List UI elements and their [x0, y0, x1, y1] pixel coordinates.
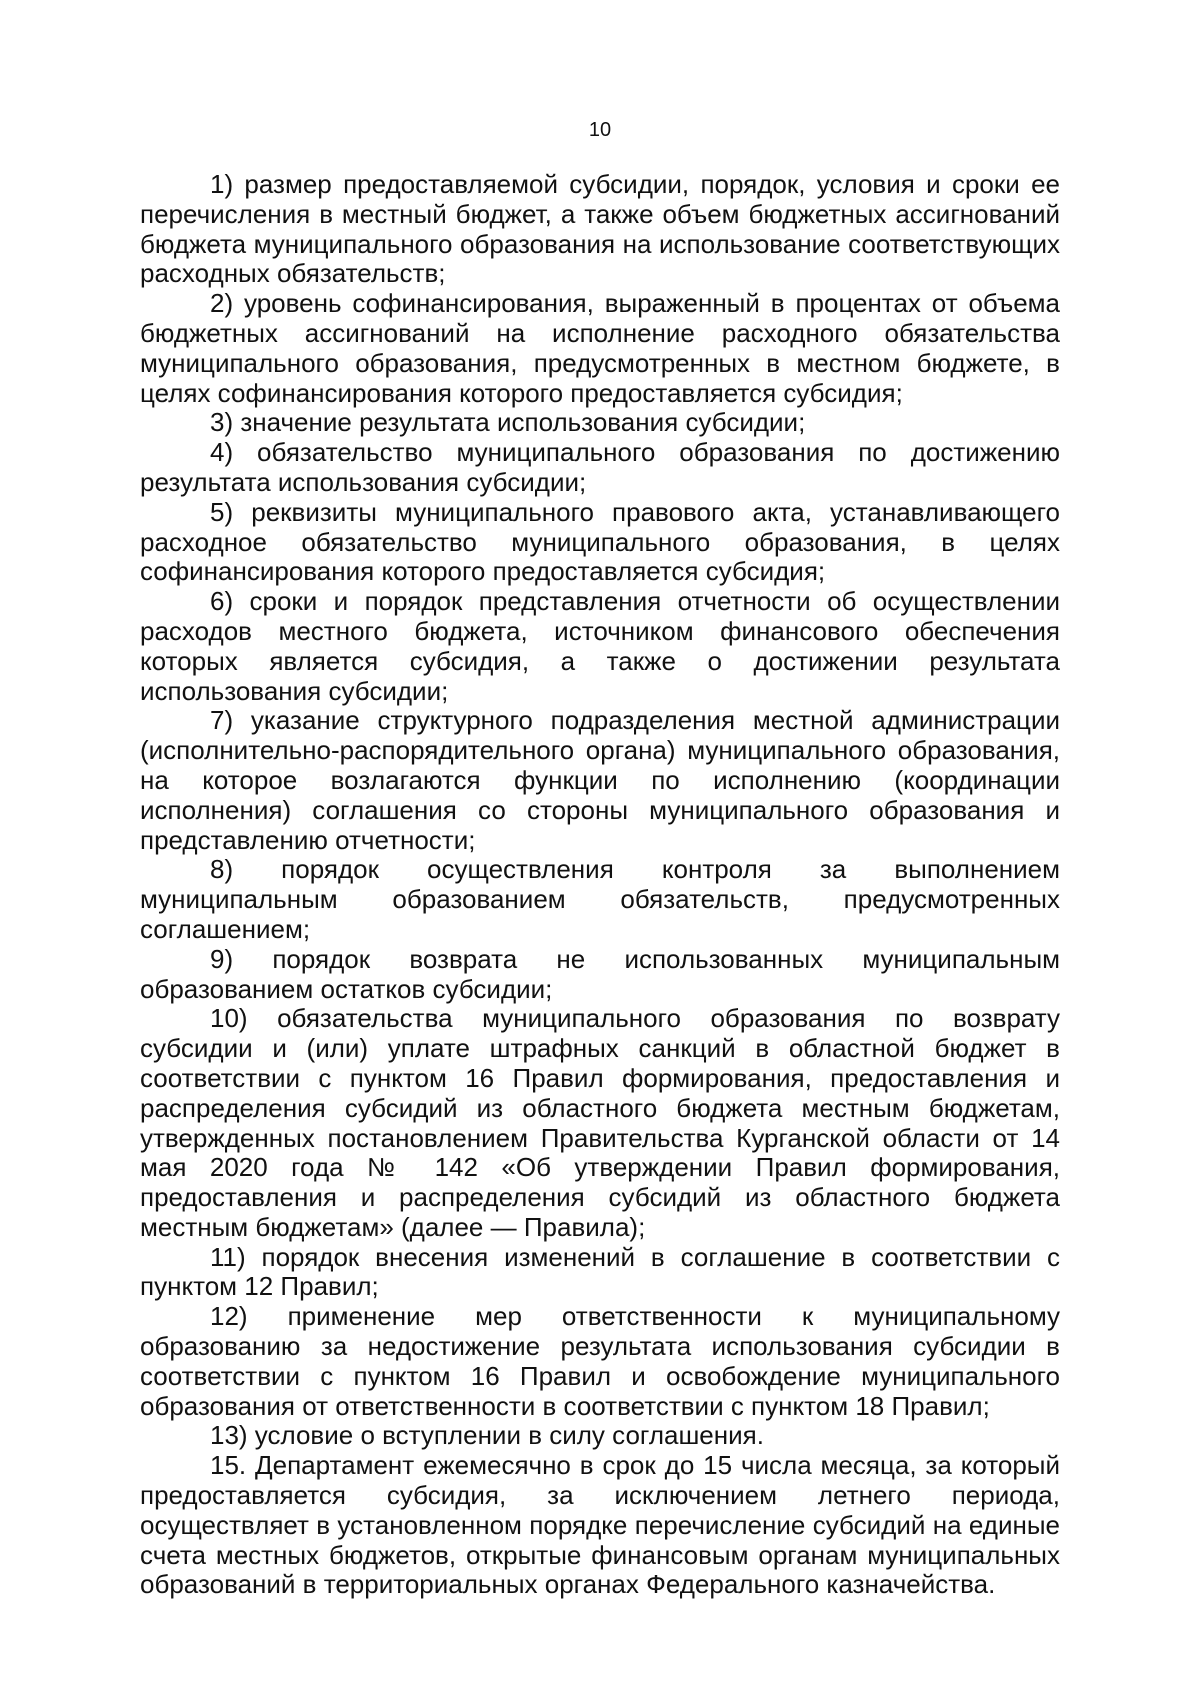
list-item-10: 10) обязательства муниципального образования по возврату субсидии и (или) уплате штрафных санкций в областной бюджет в соответствии с пунктом 16 Правил формирования, предоставления и распределения субсидий из областного бюджета местным бюджетам, утвержденных постановлением Правительства Курганской области от 14 мая 2020 года № 142 «Об утверждении Правил формирования, предоставления и распределения субсидий из областного бюджета местным бюджетам» (далее — Правила);	[140, 1003, 1060, 1242]
list-item-4: 4) обязательство муниципального образования по достижению результата использования субсидии;	[140, 437, 1060, 497]
list-item-11: 11) порядок внесения изменений в соглашение в соответствии с пунктом 12 Правил;	[140, 1241, 1060, 1302]
document-body	[140, 170, 1060, 1600]
list-item-7: 7) указание структурного подразделения местной администрации (исполнительно-распорядительного органа) муниципального образования, на которое возлагаются функции по исполнению (координации исполнения) соглашения со стороны муниципального образования и представлению отчетности;	[140, 705, 1060, 855]
list-item-1: 1) размер предоставляемой субсидии, порядок, условия и сроки ее перечисления в местный бюджет, а также объем бюджетных ассигнований бюджета муниципального образования на использование соответствующих расходных обязательств;	[140, 169, 1060, 289]
page-number: 10	[588, 119, 612, 141]
list-item-13: 13) условие о вступлении в силу соглашения.	[210, 1420, 764, 1451]
clause-15: 15. Департамент ежемесячно в срок до 15 числа месяца, за который предоставляется субсидия, за исключением летнего периода, осуществляет в установленном порядке перечисление субсидий на единые счета местных бюджетов, открытые финансовым органам муниципальных образований в территориальных органах Федерального казначейства.	[140, 1450, 1060, 1600]
list-item-6: 6) сроки и порядок представления отчетности об осуществлении расходов местного бюджета, источником финансового обеспечения которых является субсидия, а также о достижении результата использования субсидии;	[140, 586, 1060, 706]
list-item-9: 9) порядок возврата не использованных муниципальным образованием остатков субсидии;	[140, 943, 1060, 1004]
list-item-8: 8) порядок осуществления контроля за выполнением муниципальным образованием обязательств, предусмотренных соглашением;	[140, 854, 1060, 944]
list-item-12: 12) применение мер ответственности к муниципальному образованию за недостижение результата использования субсидии в соответствии с пунктом 16 Правил и освобождение муниципального образования от ответственности в соответствии с пунктом 18 Правил;	[140, 1301, 1060, 1421]
list-item-5: 5) реквизиты муниципального правового акта, устанавливающего расходное обязательство муниципального образования, в целях софинансирования которого предоставляется субсидия;	[140, 496, 1060, 587]
list-item-3: 3) значение результата использования субсидии;	[210, 407, 806, 438]
list-item-2: 2) уровень софинансирования, выраженный в процентах от объема бюджетных ассигнований на исполнение расходного обязательства муниципального образования, предусмотренных в местном бюджете, в целях софинансирования которого предоставляется субсидия;	[140, 288, 1060, 408]
